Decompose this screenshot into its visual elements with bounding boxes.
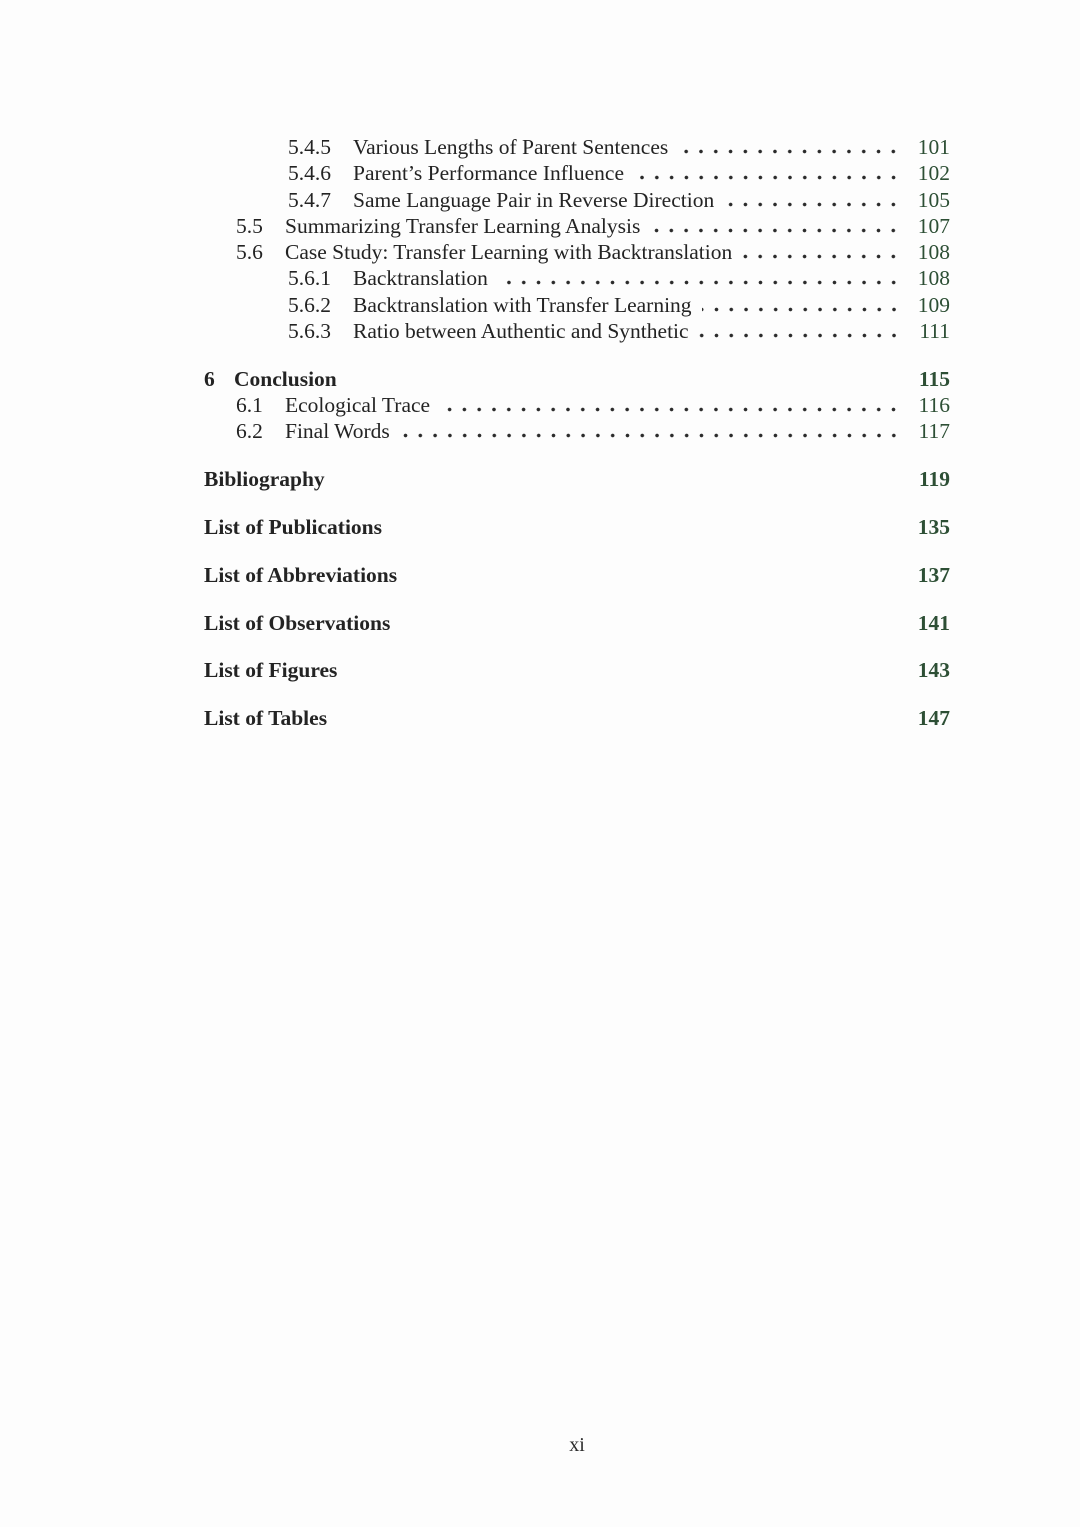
toc-entry-page: 135 [917, 515, 950, 540]
toc-entry[interactable] [204, 705, 950, 731]
toc-entry-number: 5.4.5 [288, 135, 331, 159]
toc-dot-leader [498, 280, 901, 285]
toc-dot-leader [337, 720, 901, 725]
toc-dot-leader [678, 149, 901, 154]
toc-dot-leader [702, 307, 901, 312]
toc-entry-title: Summarizing Transfer Learning Analysis [285, 213, 641, 238]
toc-dot-leader [400, 433, 901, 438]
toc-dot-leader [440, 407, 901, 412]
toc-entry[interactable] [204, 265, 950, 291]
toc-dot-leader [347, 381, 901, 386]
toc-entry-page: 117 [918, 419, 950, 444]
toc-entry-title: List of Observations [204, 610, 391, 635]
toc-entry-page: 115 [918, 366, 950, 391]
toc-entry[interactable] [204, 562, 950, 588]
toc-entry-number: 5.6.2 [288, 292, 331, 317]
toc-entry-page: 108 [917, 266, 950, 291]
toc-dot-leader [724, 202, 901, 207]
toc-entry-number: 6.1 [236, 393, 263, 418]
toc-dot-leader [335, 481, 901, 486]
toc-dot-leader [650, 228, 901, 233]
toc-entry[interactable] [204, 366, 950, 392]
toc-entry[interactable] [204, 160, 950, 186]
toc-entry-title: List of Figures [204, 658, 338, 683]
toc-entry-title: Case Study: Transfer Learning with Backtranslation [285, 240, 733, 265]
toc-dot-leader [742, 254, 901, 259]
toc-list [204, 134, 950, 732]
toc-entry[interactable] [204, 318, 950, 344]
toc-dot-leader [699, 333, 901, 338]
toc-entry-page: 111 [919, 319, 950, 344]
toc-entry-number: 5.6.3 [288, 319, 331, 344]
toc-entry[interactable] [204, 610, 950, 636]
toc-entry-title: List of Tables [204, 706, 328, 731]
toc-dot-leader [392, 529, 901, 534]
toc-entry-page: 105 [917, 187, 950, 212]
toc-dot-leader [634, 175, 901, 180]
toc-entry[interactable] [204, 514, 950, 540]
toc-entry-page: 141 [917, 610, 950, 635]
toc-entry-number: 6.2 [236, 419, 263, 444]
toc-entry-title: Bibliography [204, 467, 325, 492]
folio-page-number: xi [569, 1434, 585, 1456]
toc-dot-leader [407, 577, 901, 582]
toc-entry-number: 5.5 [236, 213, 263, 238]
toc-entry-title: Ratio between Authentic and Synthetic [353, 319, 689, 344]
toc-entry-number: 5.4.7 [288, 187, 331, 212]
toc-entry-title: Same Language Pair in Reverse Direction [353, 187, 715, 212]
toc-entry-page: 102 [917, 161, 950, 186]
toc-entry-page: 143 [917, 658, 950, 683]
toc-entry[interactable] [204, 418, 950, 444]
toc-entry-title: Conclusion [234, 366, 337, 391]
toc-entry[interactable] [204, 466, 950, 492]
toc-entry-page: 116 [918, 393, 950, 418]
toc-entry-page: 137 [917, 562, 950, 587]
toc-entry-number: 5.4.6 [288, 161, 331, 186]
toc-entry-title: List of Abbreviations [204, 562, 398, 587]
toc-entry-number: 6 [204, 366, 215, 391]
toc-entry[interactable] [204, 134, 950, 160]
table-of-contents [204, 134, 950, 732]
toc-entry-title: Various Lengths of Parent Sentences [353, 135, 669, 159]
toc-entry-title: Backtranslation with Transfer Learning [353, 292, 692, 317]
toc-entry-title: List of Publications [204, 515, 382, 540]
toc-dot-leader [347, 672, 901, 677]
toc-entry[interactable] [204, 292, 950, 318]
toc-entry-page: 147 [917, 706, 950, 731]
toc-entry-page: 119 [918, 467, 950, 492]
toc-entry-title: Backtranslation [353, 266, 488, 291]
toc-entry-page: 101 [917, 135, 950, 159]
toc-entry[interactable] [204, 213, 950, 239]
toc-entry[interactable] [204, 392, 950, 418]
toc-dot-leader [400, 625, 901, 630]
toc-entry[interactable] [204, 657, 950, 683]
toc-entry-number: 5.6 [236, 240, 263, 265]
toc-entry-title: Ecological Trace [285, 393, 431, 418]
toc-entry[interactable] [204, 239, 950, 265]
toc-entry-page: 107 [917, 213, 950, 238]
toc-entry-page: 108 [917, 240, 950, 265]
toc-entry-number: 5.6.1 [288, 266, 331, 291]
page-footer [204, 1434, 950, 1457]
toc-entry-title: Final Words [285, 419, 390, 444]
toc-entry-title: Parent’s Performance Influence [353, 161, 625, 186]
toc-entry-page: 109 [917, 292, 950, 317]
toc-entry[interactable] [204, 187, 950, 213]
